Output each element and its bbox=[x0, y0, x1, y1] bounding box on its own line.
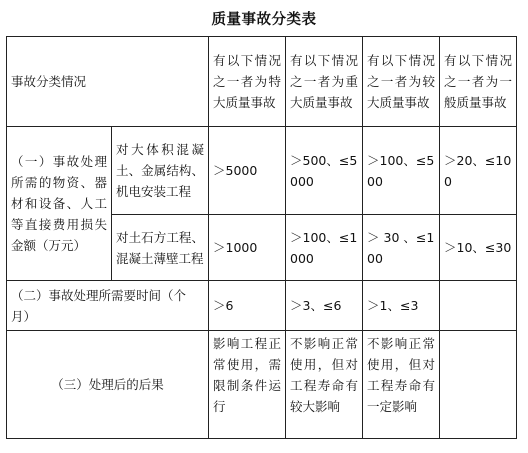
cell-general-loss-1: ＞20、≤100 bbox=[440, 127, 517, 215]
accident-classification-table bbox=[6, 36, 517, 439]
cell-larger-loss-1: ＞100、≤500 bbox=[363, 127, 440, 215]
cell-larger-loss-2: ＞ 30 、≤100 bbox=[363, 215, 440, 281]
header-larger-accident: 有以下情况之一者为较大质量事故 bbox=[363, 37, 440, 127]
table-row-time bbox=[7, 281, 517, 331]
cell-major-time: ＞3、≤6 bbox=[286, 281, 363, 331]
cell-special-time: ＞6 bbox=[209, 281, 286, 331]
cell-general-consequence bbox=[440, 331, 517, 439]
table-header-row bbox=[7, 37, 517, 127]
cell-special-consequence: 影响工程正常使用，需限制条件运行 bbox=[209, 331, 286, 439]
header-special-accident: 有以下情况之一者为特大质量事故 bbox=[209, 37, 286, 127]
header-general-accident: 有以下情况之一者为一般质量事故 bbox=[440, 37, 517, 127]
row-label-handling-time: （二）事故处理所需要时间（个月） bbox=[7, 281, 209, 331]
cell-larger-time: ＞1、≤3 bbox=[363, 281, 440, 331]
table-row-consequence bbox=[7, 331, 517, 439]
cell-special-loss-2: ＞1000 bbox=[209, 215, 286, 281]
table-title: 质量事故分类表 bbox=[211, 12, 317, 28]
cell-major-loss-2: ＞100、≤1000 bbox=[286, 215, 363, 281]
cell-major-loss-1: ＞500、≤5000 bbox=[286, 127, 363, 215]
cell-larger-consequence: 不影响正常使用，但对工程寿命有一定影响 bbox=[363, 331, 440, 439]
cell-major-consequence: 不影响正常使用，但对工程寿命有较大影响 bbox=[286, 331, 363, 439]
header-category: 事故分类情况 bbox=[7, 37, 209, 127]
header-major-accident: 有以下情况之一者为重大质量事故 bbox=[286, 37, 363, 127]
row-label-direct-loss: （一）事故处理所需的物资、器材和设备、人工等直接费用损失金额（万元） bbox=[7, 127, 112, 281]
row-label-consequence: （三）处理后的后果 bbox=[7, 331, 209, 439]
row-label-earthwork: 对土石方工程、混凝土薄壁工程 bbox=[112, 215, 209, 281]
row-label-concrete-structure: 对大体积混凝土、金属结构、机电安装工程 bbox=[112, 127, 209, 215]
cell-general-loss-2: ＞10、≤30 bbox=[440, 215, 517, 281]
table-row-loss-sub1 bbox=[7, 127, 517, 215]
cell-general-time bbox=[440, 281, 517, 331]
cell-special-loss-1: ＞5000 bbox=[209, 127, 286, 215]
